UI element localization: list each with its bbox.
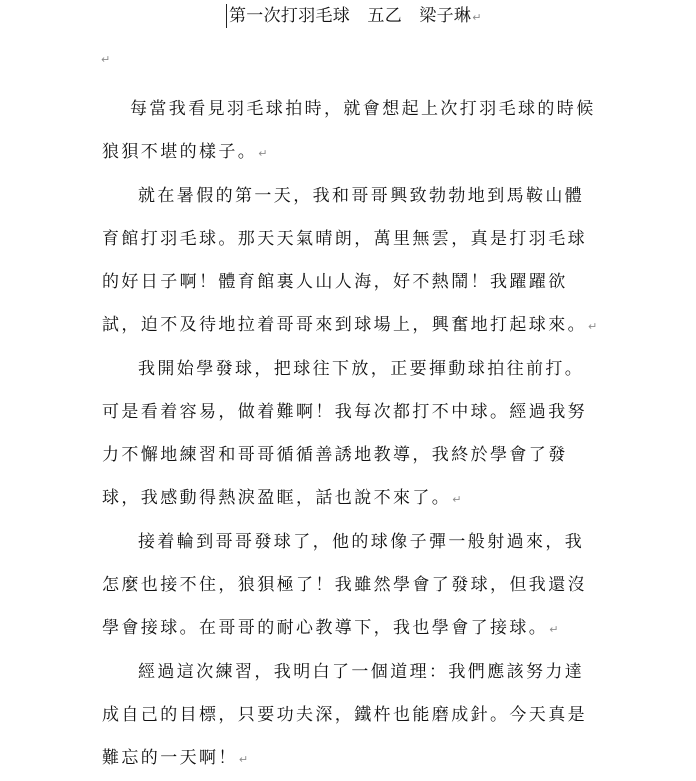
paragraph-4: 接着輪到哥哥發球了，他的球像子彈一般射過來，我怎麼也接不住，狼狽極了！我雖然學會了發球，但我還沒學會接球。在哥哥的耐心教導下，我也學會了接球。↵ [102,532,587,638]
paragraph-5: 經過這次練習，我明白了一個道理：我們應該努力達成自己的目標，只要功夫深，鐵杵也能磨成針。今天真是難忘的一天啊！↵ [102,662,587,768]
paragraph-mark-icon: ↵ [588,320,600,333]
document-title[interactable]: 第一次打羽毛球 五乙 梁子琳↵ [229,6,482,26]
paragraph-mark-icon: ↵ [238,753,251,766]
paragraph-mark-icon: ↵ [472,11,482,24]
paragraph-2: 就在暑假的第一天，我和哥哥興致勃勃地到馬鞍山體育館打羽毛球。那天天氣晴朗，萬里無雲，真是打羽毛球的好日子啊！體育館裏人山人海，好不熱鬧！我躍躍欲試，迫不及待地拉着哥哥來到球場上，興奮地打起球來。↵ [102,186,600,335]
paragraph-mark-icon: ↵ [452,493,464,506]
document-body[interactable] [102,88,602,781]
paragraph-mark-icon: ↵ [258,147,270,160]
paragraph-1: 每當我看見羽毛球拍時，就會想起上次打羽毛球的時候狼狽不堪的樣子。↵ [102,99,596,162]
paragraph-3: 我開始學發球，把球往下放，正要揮動球拍往前打。可是看着容易，做着難啊！我每次都打不中球。經過我努力不懈地練習和哥哥循循善誘地教導，我終於學會了發球，我感動得熱淚盈眶，話也說不來了。↵ [102,359,587,508]
text-cursor [226,4,227,28]
empty-line-paragraph-mark-icon: ↵ [101,53,111,66]
paragraph-mark-icon: ↵ [549,623,561,636]
